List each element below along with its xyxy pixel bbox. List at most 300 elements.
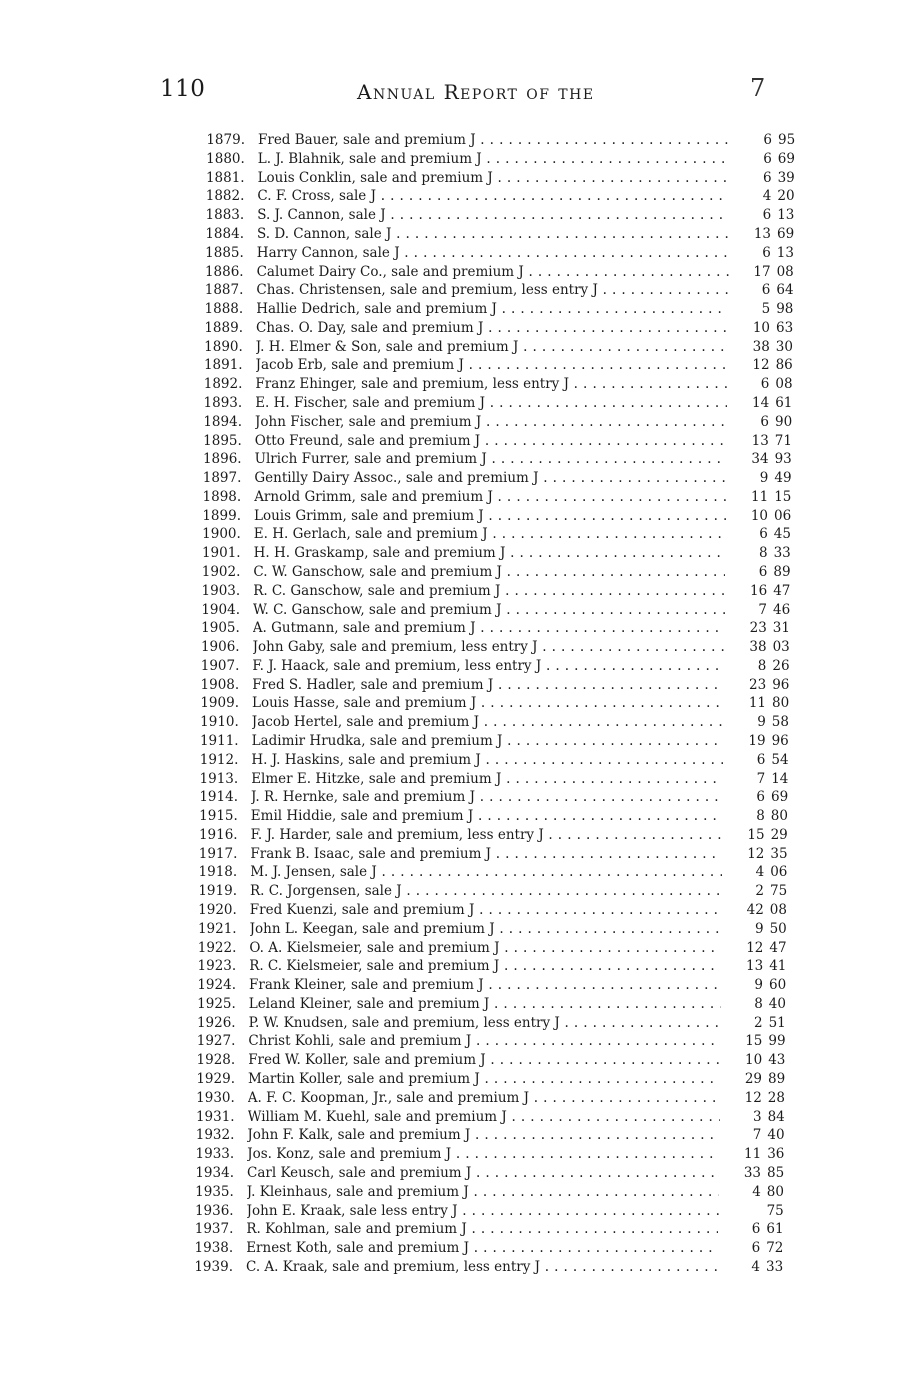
entry-number: 1937.	[194, 1221, 234, 1238]
entry-amount-cents: 33	[773, 545, 791, 562]
entry-amount-dollars: 11	[748, 695, 766, 712]
entry-amount-dollars: 23	[749, 676, 767, 693]
entry-amount-cents: 13	[776, 244, 794, 261]
ledger-entry	[196, 281, 796, 299]
entry-amount-dollars: 6	[761, 282, 771, 299]
entry-number: 1931.	[195, 1108, 235, 1125]
entry-number: 1890.	[204, 338, 243, 355]
entry-number: 1929.	[196, 1071, 235, 1087]
entry-description: P. W. Knudsen, sale and premium, less entry J . . .	[249, 1014, 721, 1032]
entry-number: 1896.	[202, 451, 242, 468]
entry-amount-cents: 58	[771, 714, 789, 731]
entry-amount-dollars: 3	[753, 1108, 762, 1125]
ledger-entry	[191, 788, 791, 806]
entry-amount-dollars: 8	[757, 657, 767, 674]
entry-description: John L. Keegan, sale and premium J . . .	[250, 920, 722, 938]
entry-amount-cents: 15	[774, 488, 792, 505]
entry-number: 1893.	[203, 394, 243, 411]
entry-amount-dollars: 12	[747, 845, 765, 862]
ledger-entry	[192, 713, 792, 731]
entry-number: 1922.	[197, 939, 237, 956]
page-number: 110	[160, 76, 206, 102]
ledger-entry	[196, 338, 796, 356]
entry-description: Louis Conklin, sale and premium J . . .	[258, 169, 730, 187]
entry-number: 1916.	[198, 826, 238, 843]
entry-description: Chas. Christensen, sale and premium, less entry J . . .	[256, 281, 728, 299]
entry-description: Otto Freund, sale and premium J . . .	[255, 432, 727, 450]
entry-number: 1879.	[206, 132, 245, 148]
entry-description: H. H. Graskamp, sale and premium J . . .	[254, 544, 726, 562]
ledger-entry	[192, 657, 792, 675]
entry-amount-dollars: 6	[760, 376, 770, 393]
entry-amount-dollars: 5	[761, 301, 771, 317]
entry-number: 1909.	[200, 695, 239, 712]
entry-number: 1889.	[204, 319, 243, 336]
ledger-entry	[192, 676, 792, 694]
entry-amount-dollars: 6	[763, 169, 772, 186]
entry-amount-dollars: 6	[759, 526, 768, 543]
ledger-entry	[196, 356, 796, 374]
ledger-entry	[197, 187, 797, 205]
ledger-entry	[190, 920, 790, 938]
entry-number: 1885.	[205, 244, 244, 261]
entry-amount-dollars: 33	[743, 1164, 761, 1181]
entry-number: 1912.	[199, 751, 239, 768]
entry-description: John Gaby, sale and premium, less entry J . . .	[253, 638, 725, 656]
entry-number: 1880.	[206, 150, 245, 167]
entry-description: Arnold Grimm, sale and premium J . . .	[254, 488, 726, 506]
ledger-entry	[193, 619, 793, 637]
ledger-entry	[189, 995, 789, 1013]
entry-amount-cents: 61	[766, 1221, 784, 1238]
entry-number: 1930.	[196, 1089, 235, 1106]
entry-amount-dollars: 8	[754, 995, 763, 1012]
ledger-entry	[191, 807, 791, 825]
entry-number: 1933.	[195, 1146, 235, 1163]
entry-amount-cents: 47	[773, 582, 791, 599]
entry-description: Emil Hiddie, sale and premium J . . .	[251, 807, 723, 825]
entry-number: 1927.	[196, 1033, 236, 1050]
entry-number: 1888.	[204, 301, 244, 317]
entry-amount-dollars: 6	[760, 413, 769, 430]
entry-description: C. W. Ganschow, sale and premium J . . .	[253, 563, 725, 581]
entry-number: 1911.	[199, 733, 239, 749]
entry-description: Harry Cannon, sale J . . .	[257, 244, 729, 262]
entry-amount-cents: 51	[768, 1014, 786, 1031]
entry-description: Christ Kohli, sale and premium J . . .	[248, 1032, 720, 1050]
entry-description: John Fischer, sale and premium J . . .	[255, 413, 727, 431]
entry-amount-cents: 40	[768, 995, 786, 1012]
entry-amount-dollars: 11	[744, 1146, 762, 1163]
entry-amount-cents: 89	[773, 563, 791, 580]
entry-number: 1887.	[204, 282, 244, 299]
entry-description: Ernest Koth, sale and premium J . . .	[246, 1239, 718, 1257]
entry-amount-dollars: 12	[744, 1089, 762, 1106]
entry-description: Frank B. Isaac, sale and premium J . . .	[250, 845, 722, 863]
ledger-entry	[192, 732, 792, 750]
ledger-entry	[187, 1145, 787, 1163]
entry-number: 1932.	[195, 1127, 235, 1144]
entry-amount-cents: 96	[771, 733, 789, 749]
entry-number: 1902.	[201, 563, 241, 580]
entry-number: 1921.	[197, 920, 237, 937]
entry-amount-cents: 28	[767, 1089, 785, 1106]
entry-amount-dollars: 12	[752, 357, 770, 374]
entry-amount-dollars: 2	[755, 883, 764, 900]
entry-number: 1925.	[197, 995, 236, 1012]
entry-amount-dollars: 4	[751, 1258, 760, 1275]
entry-amount-dollars: 6	[751, 1240, 761, 1256]
entry-amount-cents: 46	[773, 601, 791, 618]
ledger-entry	[187, 1202, 787, 1220]
entry-amount-cents: 47	[769, 939, 787, 956]
entry-amount-dollars: 17	[753, 263, 771, 280]
entry-amount-cents: 49	[774, 470, 792, 486]
entry-amount-cents: 64	[776, 282, 794, 299]
entry-description: R. C. Ganschow, sale and premium J . . .	[253, 582, 725, 600]
entry-description: R. Kohlman, sale and premium J . . .	[246, 1220, 718, 1238]
entry-amount-cents: 89	[768, 1071, 786, 1087]
running-title: Annual Report of the	[357, 80, 595, 104]
entry-description: L. J. Blahnik, sale and premium J . . .	[258, 150, 730, 168]
entry-description: Jacob Erb, sale and premium J . . .	[256, 356, 728, 374]
entry-description: S. D. Cannon, sale J . . .	[257, 225, 729, 243]
ledger-entry	[188, 1070, 788, 1088]
entry-amount-dollars: 4	[762, 188, 772, 205]
ledger-entry	[188, 1032, 788, 1050]
ledger-entry	[195, 432, 795, 450]
ledger-entry	[197, 225, 797, 243]
entry-amount-cents: 80	[770, 808, 788, 825]
ledger-entry	[189, 976, 789, 994]
entry-number: 1939.	[194, 1258, 233, 1275]
entry-amount-cents: 85	[767, 1164, 785, 1181]
ledger-entry	[194, 544, 794, 562]
ledger-entry	[197, 244, 797, 262]
ledger-entry	[195, 413, 795, 431]
entry-description: Carl Keusch, sale and premium J . . .	[247, 1164, 719, 1182]
entry-amount-dollars: 6	[762, 207, 772, 224]
entry-amount-dollars: 13	[746, 958, 764, 975]
entry-amount-dollars: 4	[755, 864, 765, 881]
entry-amount-dollars: 38	[749, 639, 767, 656]
entry-number: 1907.	[200, 657, 240, 674]
entry-description: Chas. O. Day, sale and premium J . . .	[256, 319, 728, 337]
entry-amount-cents: 63	[776, 319, 794, 336]
entry-amount-cents: 30	[775, 338, 793, 355]
ledger-entry	[194, 488, 794, 506]
entry-amount-dollars: 6	[762, 244, 771, 261]
entry-amount-cents: 13	[777, 207, 795, 224]
entry-amount-cents: 26	[772, 657, 790, 674]
entry-amount-dollars: 34	[751, 451, 769, 468]
entry-amount-dollars: 9	[759, 470, 769, 486]
entry-amount-dollars: 6	[763, 150, 772, 167]
entry-amount-dollars: 6	[751, 1221, 761, 1238]
entry-description: Ulrich Furrer, sale and premium J . . .	[255, 450, 727, 468]
entry-amount-cents: 39	[777, 169, 795, 186]
entry-description: R. C. Jorgensen, sale J . . .	[250, 882, 722, 900]
entry-description: Hallie Dedrich, sale and premium J . . .	[256, 300, 728, 318]
entry-description: John E. Kraak, sale less entry J . . .	[247, 1202, 719, 1220]
entry-amount-cents: 98	[776, 301, 794, 317]
entry-number: 1882.	[205, 188, 245, 205]
entry-number: 1898.	[202, 488, 242, 505]
entry-amount-cents: 31	[772, 620, 790, 637]
entry-description: Jos. Konz, sale and premium J . . .	[247, 1145, 719, 1163]
entry-description: F. J. Harder, sale and premium, less entry J . . .	[251, 826, 723, 844]
entry-amount-dollars: 6	[758, 563, 768, 580]
entry-description: M. J. Jensen, sale J . . .	[250, 863, 722, 881]
entry-amount-cents: 41	[769, 958, 787, 975]
entry-number: 1904.	[201, 601, 240, 618]
entry-amount-dollars: 13	[751, 432, 769, 449]
ledger-entry	[195, 375, 795, 393]
entry-amount-cents: 08	[769, 902, 787, 918]
entry-amount-dollars: 14	[752, 394, 770, 411]
entry-amount-dollars: 6	[756, 751, 766, 768]
entry-amount-dollars: 8	[759, 545, 768, 562]
ledger-entry	[190, 901, 790, 919]
entry-description: Gentilly Dairy Assoc., sale and premium J . . .	[254, 469, 726, 487]
corner-mark: 7	[750, 74, 766, 102]
entry-amount-dollars: 15	[747, 826, 765, 843]
entry-number: 1915.	[199, 808, 238, 825]
entry-number: 1903.	[201, 582, 241, 599]
entry-amount-dollars: 6	[756, 789, 765, 806]
entry-amount-cents: 36	[767, 1146, 785, 1163]
entry-number: 1900.	[202, 526, 241, 543]
entry-description: Fred Kuenzi, sale and premium J . . .	[250, 901, 722, 919]
entry-description: Calumet Dairy Co., sale and premium J . . .	[257, 263, 729, 281]
ledger-entry	[188, 1108, 788, 1126]
entry-amount-cents: 35	[770, 845, 788, 862]
entry-number: 1934.	[195, 1164, 234, 1181]
entry-description: William M. Kuehl, sale and premium J . . .	[248, 1108, 720, 1126]
entry-description: Martin Koller, sale and premium J . . .	[248, 1070, 720, 1088]
entry-description: Franz Ehinger, sale and premium, less entry J . . .	[255, 375, 727, 393]
entry-description: John F. Kalk, sale and premium J . . .	[247, 1126, 719, 1144]
entry-description: J. R. Hernke, sale and premium J . . .	[251, 788, 723, 806]
entry-description: Fred S. Hadler, sale and premium J . . .	[252, 676, 724, 694]
entry-number: 1883.	[205, 207, 245, 224]
entry-number: 1926.	[196, 1014, 236, 1031]
entry-number: 1897.	[202, 470, 242, 486]
entry-number: 1923.	[197, 958, 237, 975]
entry-amount-cents: 08	[775, 376, 793, 393]
entry-amount-dollars: 9	[757, 714, 766, 731]
entry-amount-cents: 90	[775, 413, 793, 430]
ledger-entry	[188, 1089, 788, 1107]
entry-amount-cents: 20	[777, 188, 795, 205]
ledger-entry	[190, 845, 790, 863]
entry-description: Louis Grimm, sale and premium J . . .	[254, 507, 726, 525]
ledger-entry	[196, 300, 796, 318]
entry-number: 1901.	[201, 545, 241, 562]
entry-amount-dollars: 8	[756, 808, 765, 825]
entry-amount-cents: 03	[772, 639, 790, 656]
entry-amount-cents: 33	[766, 1258, 784, 1275]
entry-amount-dollars: 13	[753, 225, 771, 242]
entry-amount-dollars: 16	[750, 582, 768, 599]
entry-amount-dollars: 7	[756, 770, 766, 787]
ledger-entry	[189, 957, 789, 975]
entry-amount-dollars: 7	[758, 601, 767, 618]
entry-amount-cents: 69	[777, 150, 795, 167]
entry-amount-dollars: 29	[744, 1071, 762, 1087]
entry-amount-cents: 84	[767, 1108, 785, 1125]
entry-amount-cents: 43	[768, 1052, 786, 1069]
ledger-entry	[198, 150, 798, 168]
ledger-entry	[190, 863, 790, 881]
entry-description: Fred W. Koller, sale and premium J . . .	[248, 1051, 720, 1069]
ledger-entry	[193, 601, 793, 619]
ledger-entry	[197, 206, 797, 224]
entry-description: Fred Bauer, sale and premium J . . .	[258, 131, 730, 149]
ledger-entry	[197, 263, 797, 281]
ledger-entry	[191, 770, 791, 788]
ledger-entry	[188, 1051, 788, 1069]
entry-description: C. A. Kraak, sale and premium, less entry J . . .	[246, 1258, 718, 1276]
entry-description: A. Gutmann, sale and premium J . . .	[253, 619, 725, 637]
entry-number: 1919.	[198, 883, 237, 900]
entry-description: H. J. Haskins, sale and premium J . . .	[251, 751, 723, 769]
entry-amount-cents: 29	[770, 826, 788, 843]
entry-description: F. J. Haack, sale and premium, less entry J . . .	[252, 657, 724, 675]
ledger-entry	[194, 525, 794, 543]
entry-amount-cents: 80	[766, 1183, 784, 1200]
ledger-entry	[186, 1220, 786, 1238]
entry-number: 1881.	[205, 169, 245, 186]
entry-amount-dollars: 38	[752, 338, 770, 355]
entry-amount-dollars: 6	[763, 132, 772, 148]
entry-number: 1884.	[205, 225, 244, 242]
entry-amount-dollars: 15	[745, 1033, 763, 1050]
ledger-entry	[196, 319, 796, 337]
ledger-entry	[190, 882, 790, 900]
entry-amount-cents: 72	[766, 1240, 784, 1256]
entry-amount-cents: 06	[774, 507, 792, 524]
entry-amount-cents: 86	[775, 357, 793, 374]
ledger-entry	[186, 1258, 786, 1276]
entry-description: S. J. Cannon, sale J . . .	[257, 206, 729, 224]
entry-amount-dollars: 10	[752, 319, 770, 336]
entry-number: 1899.	[202, 507, 241, 524]
entry-description: Ladimir Hrudka, sale and premium J . . .	[252, 732, 724, 750]
entry-amount-cents: 75	[766, 1202, 784, 1219]
entry-number: 1892.	[203, 376, 243, 393]
entry-number: 1910.	[200, 714, 239, 731]
entry-amount-dollars: 23	[749, 620, 767, 637]
entry-amount-cents: 69	[771, 789, 789, 806]
entry-amount-cents: 69	[777, 225, 795, 242]
ledger-entry	[189, 939, 789, 957]
entry-description: Elmer E. Hitzke, sale and premium J . . .	[251, 770, 723, 788]
entry-amount-cents: 45	[773, 526, 791, 543]
entry-amount-cents: 71	[774, 432, 792, 449]
entry-description: W. C. Ganschow, sale and premium J . . .	[253, 601, 725, 619]
entry-amount-dollars: 4	[752, 1183, 761, 1200]
entry-amount-cents: 61	[775, 394, 793, 411]
ledger-entry	[193, 582, 793, 600]
entry-description: Jacob Hertel, sale and premium J . . .	[252, 713, 724, 731]
entry-amount-dollars: 2	[754, 1014, 763, 1031]
entry-number: 1913.	[199, 770, 239, 787]
ledger-entry	[187, 1164, 787, 1182]
ledger-entry	[195, 450, 795, 468]
ledger-entry	[186, 1239, 786, 1257]
entry-number: 1891.	[203, 357, 243, 374]
entry-amount-cents: 60	[769, 977, 787, 994]
entry-amount-dollars: 9	[754, 977, 763, 994]
ledger-entry	[194, 469, 794, 487]
entry-description: R. C. Kielsmeier, sale and premium J . . .	[249, 957, 721, 975]
ledger-entry	[193, 638, 793, 656]
entry-amount-dollars: 10	[750, 507, 768, 524]
entry-description: Louis Hasse, sale and premium J . . .	[252, 694, 724, 712]
entry-amount-cents: 50	[769, 920, 787, 937]
entry-number: 1935.	[195, 1183, 234, 1200]
entry-amount-dollars: 42	[746, 902, 764, 918]
entry-amount-cents: 95	[778, 132, 796, 148]
entry-description: E. H. Gerlach, sale and premium J . . .	[254, 525, 726, 543]
ledger-entry	[187, 1183, 787, 1201]
entry-amount-cents: 54	[771, 751, 789, 768]
entry-amount-cents: 06	[770, 864, 788, 881]
entry-description: Leland Kleiner, sale and premium J . . .	[249, 995, 721, 1013]
entry-amount-dollars: 7	[752, 1127, 762, 1144]
entry-amount-dollars: 12	[746, 939, 764, 956]
ledger-entry	[194, 507, 794, 525]
entry-number: 1905.	[201, 620, 240, 637]
ledger-entry	[198, 131, 798, 149]
entry-amount-cents: 08	[776, 263, 794, 280]
ledger-entry	[195, 394, 795, 412]
entry-number: 1895.	[203, 432, 242, 449]
entry-description: J. H. Elmer & Son, sale and premium J . . .	[256, 338, 728, 356]
entry-amount-cents: 96	[772, 676, 790, 693]
ledger-entry	[187, 1126, 787, 1144]
entry-number: 1914.	[199, 789, 238, 806]
entry-amount-cents: 93	[774, 451, 792, 468]
entry-description: Frank Kleiner, sale and premium J . . .	[249, 976, 721, 994]
entry-description: C. F. Cross, sale J . . .	[257, 187, 729, 205]
entry-amount-dollars: 11	[751, 488, 769, 505]
entry-number: 1894.	[203, 413, 242, 430]
entry-amount-dollars: 10	[745, 1052, 763, 1069]
entry-number: 1906.	[200, 639, 240, 656]
entry-number: 1918.	[198, 864, 238, 881]
entry-number: 1938.	[194, 1240, 234, 1256]
entry-description: J. Kleinhaus, sale and premium J . . .	[247, 1183, 719, 1201]
entry-amount-dollars: 9	[755, 920, 764, 937]
entry-number: 1928.	[196, 1052, 236, 1069]
entry-number: 1917.	[198, 845, 238, 862]
entry-amount-cents: 99	[768, 1033, 786, 1050]
entry-description: E. H. Fischer, sale and premium J . . .	[255, 394, 727, 412]
entry-amount-cents: 40	[767, 1127, 785, 1144]
entry-amount-dollars: 19	[748, 733, 766, 749]
ledger-entry	[191, 751, 791, 769]
entry-amount-cents: 75	[770, 883, 788, 900]
ledger-entry	[193, 563, 793, 581]
ledger-entry	[189, 1014, 789, 1032]
entry-amount-cents: 80	[772, 695, 790, 712]
entry-number: 1936.	[194, 1202, 234, 1219]
entry-number: 1886.	[204, 263, 244, 280]
entry-number: 1924.	[197, 977, 236, 994]
entry-number: 1920.	[198, 902, 237, 918]
